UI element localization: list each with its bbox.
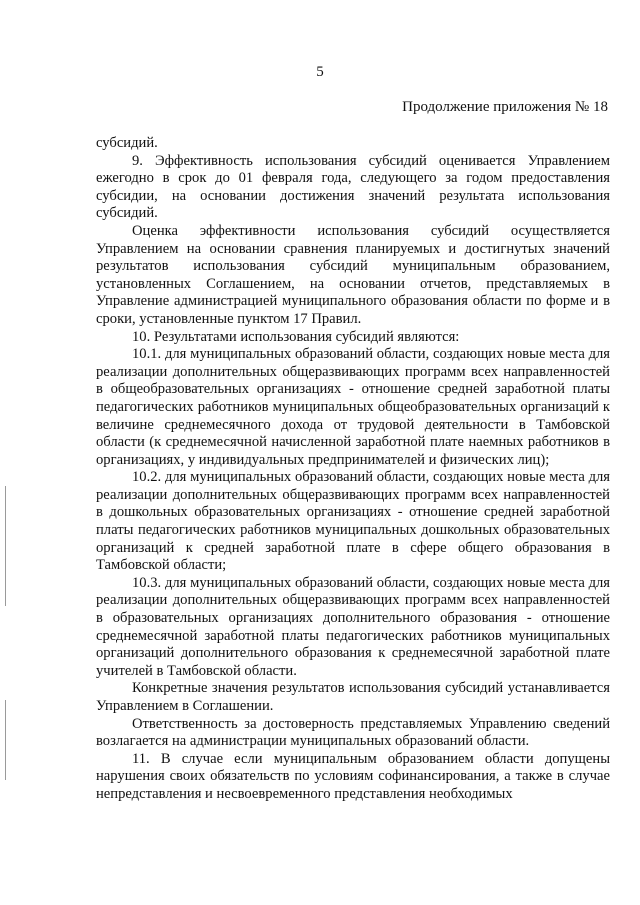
scan-margin-mark bbox=[5, 700, 6, 780]
paragraph: 10. Результатами использования субсидий являются: bbox=[132, 328, 460, 345]
paragraph: 10.2. для муниципальных образований области, создающих новые места для реализации дополнительных общеразвивающих программ всех направленностей в дошкольных образовательных организациях - отношение средней заработной платы педагогических работников муниципальных дошкольных образовательных организаций к средней заработной плате в сфере общего образования в Тамбовской области; bbox=[96, 469, 610, 574]
paragraph: 11. В случае если муниципальным образованием области допущены нарушения своих обязательств по условиям софинансирования, а также в случае непредставления и несвоевременного представления необходимых bbox=[96, 750, 610, 802]
paragraph: Конкретные значения результатов использования субсидий устанавливается Управлением в Соглашении. bbox=[96, 680, 610, 714]
paragraph: Оценка эффективности использования субсидий осуществляется Управлением на основании сравнения планируемых и достигнутых значений результатов использования субсидий муниципальным образованием, установленных Соглашением, на основании отчетов, представляемых в Управление администрацией муниципального образования области по форме и в сроки, установленные пунктом 17 Правил. bbox=[96, 222, 610, 327]
appendix-label: Продолжение приложения № 18 bbox=[402, 99, 608, 115]
paragraph: Ответственность за достоверность представляемых Управлению сведений возлагается на администрации муниципальных образований области. bbox=[96, 715, 610, 750]
scan-margin-mark bbox=[5, 486, 6, 606]
paragraph: субсидий. bbox=[96, 135, 158, 151]
page-number: 5 bbox=[316, 64, 324, 80]
paragraph: 10.3. для муниципальных образований области, создающих новые места для реализации дополнительных общеразвивающих программ всех направленностей в образовательных организациях дополнительного образования - отношение среднемесячной заработной платы педагогических работников муниципальных организаций дополнительного образования к среднемесячной заработной плате учителей в Тамбовской области. bbox=[96, 574, 610, 679]
document-body bbox=[96, 135, 610, 804]
paragraph: 9. Эффективность использования субсидий оценивается Управлением ежегодно в срок до 01 февраля года, следующего за годом предоставления субсидии, на основании достижения значений результата использования субсидий. bbox=[96, 152, 610, 222]
paragraph: 10.1. для муниципальных образований области, создающих новые места для реализации дополнительных общеразвивающих программ всех направленностей в общеобразовательных организациях - отношение средней заработной платы педагогических работников муниципальных общеобразовательных организаций к величине среднемесячного дохода от трудовой деятельности в Тамбовской области (к среднемесячной начисленной заработной плате наемных работников в организациях, у индивидуальных предпринимателей и физических лиц); bbox=[96, 346, 610, 468]
